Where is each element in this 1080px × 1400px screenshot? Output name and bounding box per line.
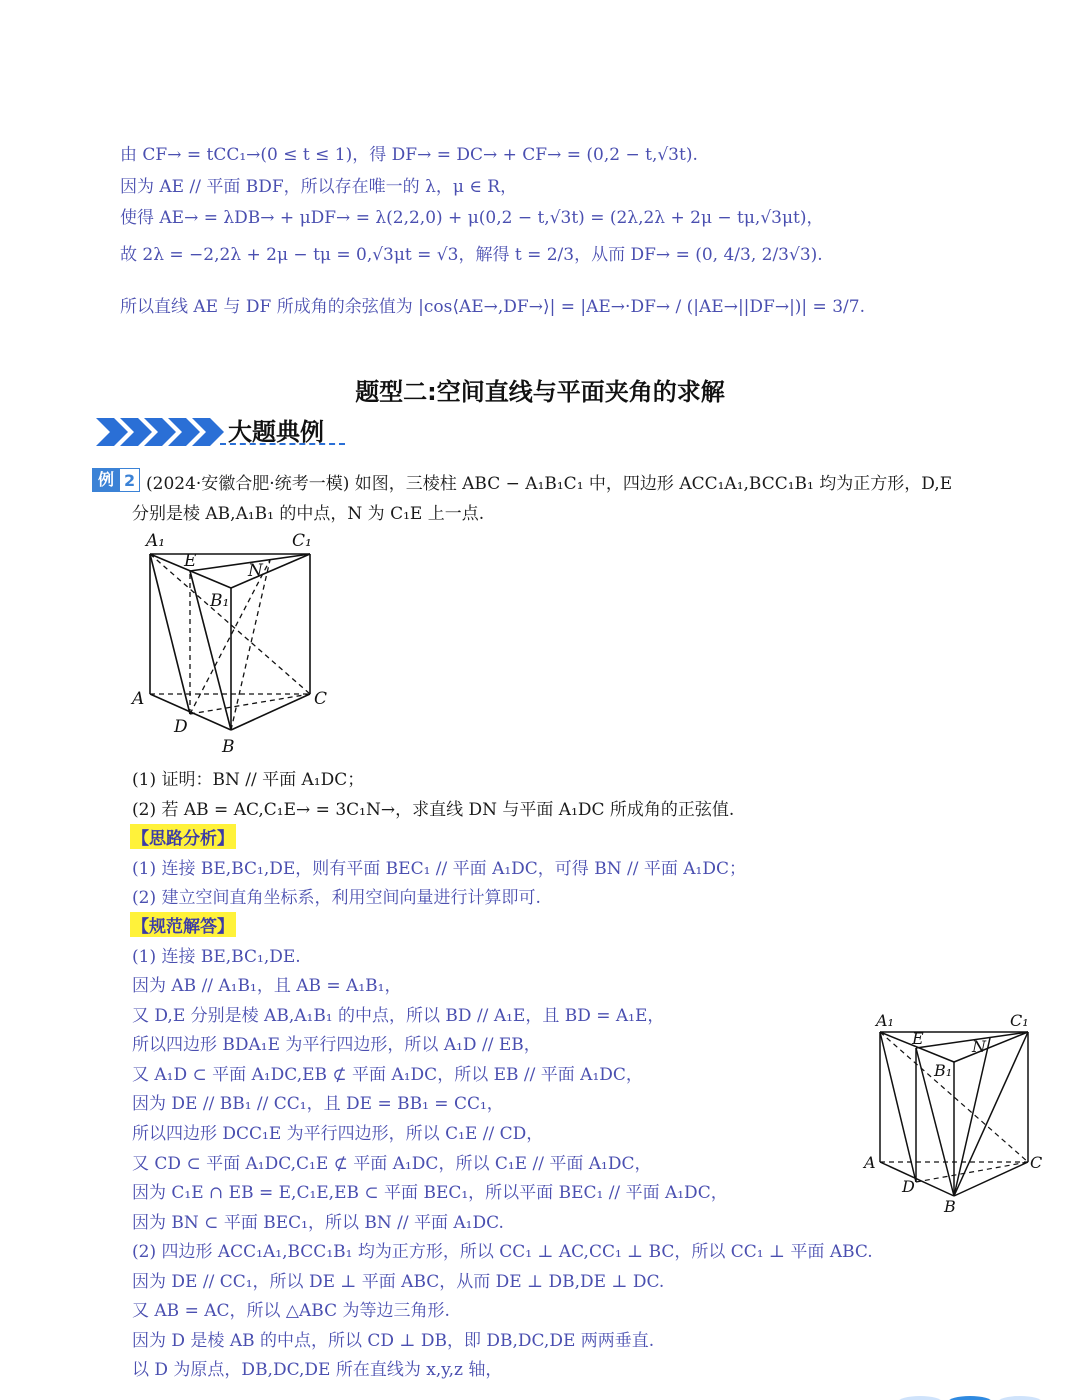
answer-line: 因为 C₁E ∩ EB = E,C₁E,EB ⊂ 平面 BEC₁，所以平面 BEC₁ // 平面 A₁DC， [132, 1183, 728, 1203]
solution-line: 故 2λ = −2,2λ + 2μ − tμ = 0,√3μt = √3，解得 t = 2/3，从而 DF→ = (0, 4/3, 2/3√3). [120, 245, 823, 265]
example-tag-left: 例 [92, 468, 120, 492]
label-B: B [222, 737, 235, 757]
label-A: A [132, 689, 145, 709]
label-A-fig2: A [864, 1153, 876, 1172]
label-D-fig2: D [902, 1177, 915, 1196]
answer-line: 因为 D 是棱 AB 的中点，所以 CD ⊥ DB，即 DB,DC,DE 两两垂直. [132, 1331, 655, 1351]
label-C: C [314, 689, 328, 709]
answer-line: 因为 DE // BB₁ // CC₁，且 DE = BB₁ = CC₁， [132, 1094, 504, 1114]
label-N: N [248, 561, 263, 581]
answer-line: 又 A₁D ⊂ 平面 A₁DC,EB ⊄ 平面 A₁DC，所以 EB // 平面 A₁DC， [132, 1065, 643, 1085]
prism-figure [128, 526, 348, 760]
example-tag [92, 468, 140, 492]
answer-line: 因为 AB // A₁B₁，且 AB = A₁B₁， [132, 976, 402, 996]
label-E: E [184, 551, 197, 571]
label-C-fig2: C [1030, 1153, 1043, 1172]
label-E-fig2: E [912, 1029, 924, 1048]
answer-line: 所以四边形 DCC₁E 为平行四边形，所以 C₁E // CD， [132, 1124, 544, 1144]
label-A1-fig2: A₁ [876, 1011, 894, 1030]
answer-line: 又 D,E 分别是棱 AB,A₁B₁ 的中点，所以 BD // A₁E，且 BD = A₁E， [132, 1006, 665, 1026]
question-1: (1) 证明：BN // 平面 A₁DC； [132, 770, 365, 790]
banner-label: 大题典例 [228, 418, 324, 446]
label-C1-fig2: C₁ [1010, 1011, 1029, 1030]
label-B1: B₁ [210, 591, 230, 611]
label-D: D [174, 717, 188, 737]
label-B-fig2: B [944, 1197, 956, 1216]
answer-line: (1) 连接 BE,BC₁,DE. [132, 947, 301, 967]
example-statement: (2024·安徽合肥·统考一模) 如图，三棱柱 ABC − A₁B₁C₁ 中，四边形 ACC₁A₁,BCC₁B₁ 均为正方形，D,E [146, 474, 953, 494]
answer-line: 所以四边形 BDA₁E 为平行四边形，所以 A₁D // EB， [132, 1035, 541, 1055]
answer-line: 以 D 为原点，DB,DC,DE 所在直线为 x,y,z 轴， [132, 1360, 503, 1380]
label-A1: A₁ [146, 531, 166, 551]
answer-line: 又 CD ⊂ 平面 A₁DC,C₁E ⊄ 平面 A₁DC，所以 C₁E // 平面 A₁DC， [132, 1154, 652, 1174]
solution-line: 因为 AE // 平面 BDF，所以存在唯一的 λ，μ ∈ R， [120, 177, 518, 197]
label-C1: C₁ [292, 531, 312, 551]
answer-line: (2) 四边形 ACC₁A₁,BCC₁B₁ 均为正方形，所以 CC₁ ⊥ AC,CC₁ ⊥ BC，所以 CC₁ ⊥ 平面 ABC. [132, 1242, 873, 1262]
answer-line: 因为 BN ⊂ 平面 BEC₁，所以 BN // 平面 A₁DC. [132, 1213, 504, 1233]
analysis-tag: 【思路分析】 [130, 824, 236, 849]
answer-line: 因为 DE // CC₁，所以 DE ⊥ 平面 ABC，从而 DE ⊥ DB,DE ⊥ DC. [132, 1272, 665, 1292]
analysis-line: (2) 建立空间直角坐标系，利用空间向量进行计算即可. [132, 888, 541, 908]
analysis-line: (1) 连接 BE,BC₁,DE，则有平面 BEC₁ // 平面 A₁DC，可得 BN // 平面 A₁DC； [132, 859, 746, 879]
section-title: 题型二:空间直线与平面夹角的求解 [355, 378, 725, 406]
label-B1-fig2: B₁ [934, 1061, 953, 1080]
solution-line: 所以直线 AE 与 DF 所成角的余弦值为 |cos⟨AE→,DF→⟩| = |AE→·DF→ / (|AE→||DF→|)| = 3/7. [120, 297, 865, 317]
solution-line: 使得 AE→ = λDB→ + μDF→ = λ(2,2,0) + μ(0,2 − t,√3t) = (2λ,2λ + 2μ − tμ,√3μt)， [120, 208, 824, 228]
prism-figure-2 [860, 1010, 1060, 1220]
solution-line: 由 CF→ = tCC₁→(0 ≤ t ≤ 1)，得 DF→ = DC→ + CF→ = (0,2 − t,√3t). [120, 145, 698, 165]
answer-tag: 【规范解答】 [130, 912, 236, 937]
footer-decoration-icon [880, 1388, 1080, 1400]
example-statement: 分别是棱 AB,A₁B₁ 的中点，N 为 C₁E 上一点. [132, 504, 485, 524]
question-2: (2) 若 AB = AC,C₁E→ = 3C₁N→，求直线 DN 与平面 A₁DC 所成角的正弦值. [132, 800, 735, 820]
example-tag-number: 2 [120, 468, 140, 492]
answer-line: 又 AB = AC，所以 △ABC 为等边三角形. [132, 1301, 450, 1321]
banner-underline [220, 443, 345, 445]
label-N-fig2: N [972, 1037, 986, 1056]
